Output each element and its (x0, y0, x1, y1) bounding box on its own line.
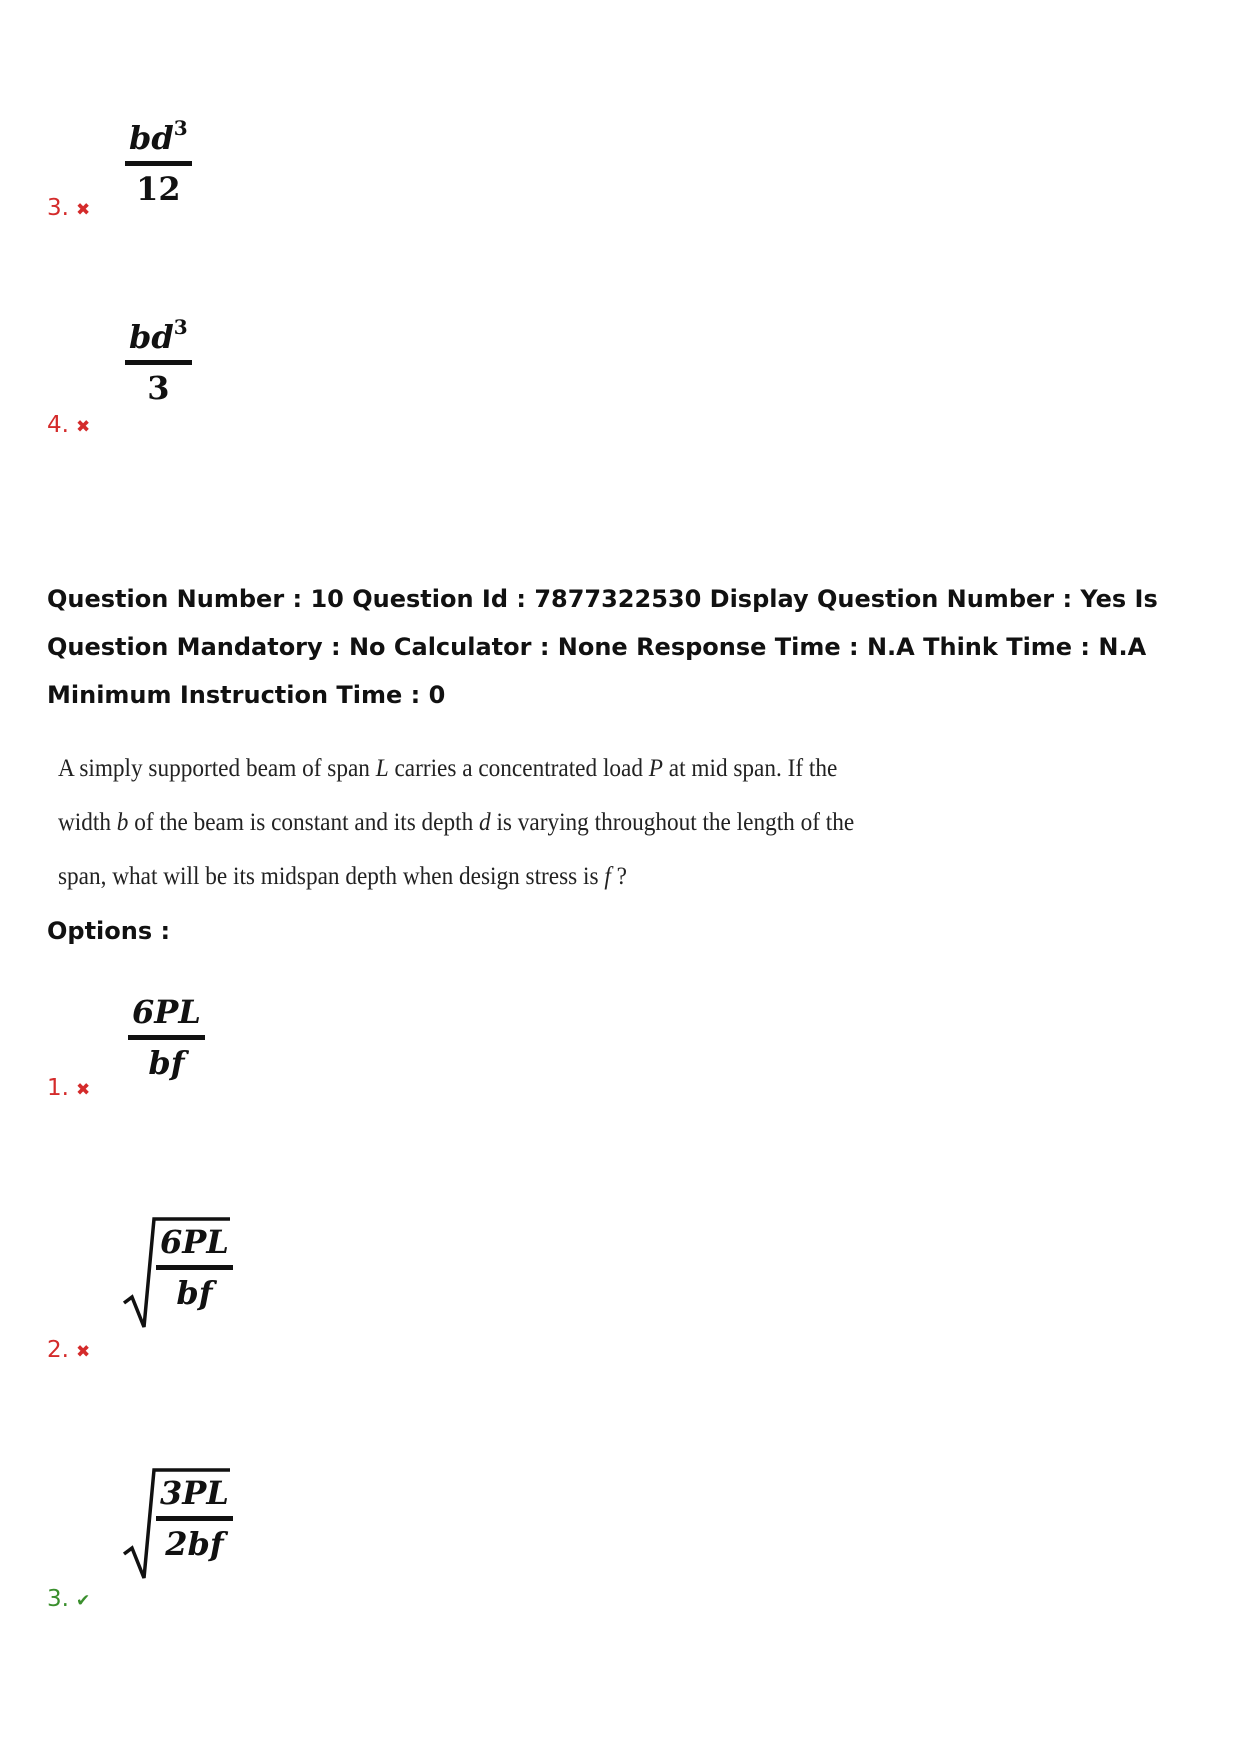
cross-icon: ✖ (75, 417, 91, 437)
prev-option-3-formula: $bd^3$ 12 (125, 116, 192, 208)
options-label: Options : (47, 917, 171, 945)
check-icon: ✔ (75, 1591, 91, 1611)
option-number: 1. (47, 1075, 69, 1101)
option-number: 3. (47, 1586, 69, 1612)
question-text: A simply supported beam of span L carries a concentrated load P at mid span. If the width b of the beam is constant and its depth d is varying throughout the length of the span, what will be its midspan depth when design stress is f ? (58, 755, 855, 890)
option-number: 2. (47, 1337, 69, 1363)
prev-option-4-formula: $bd^3$ 3 (125, 315, 192, 407)
option-number: 4. (47, 412, 69, 438)
option-3[interactable] (47, 1586, 90, 1612)
option-3-formula: 3PL 2bf (122, 1466, 232, 1586)
prev-option-3[interactable] (47, 195, 90, 221)
option-1-formula: 6PL bf (128, 993, 205, 1082)
question-meta: Question Number : 10 Question Id : 7877322530 Display Question Number : Yes Is Question Mandatory : No Calculator : None Response Time : N.A Think Time : N.A Minimum Instruction Time : 0 (47, 585, 1158, 709)
option-1[interactable] (47, 1075, 90, 1101)
option-2-formula: 6PL bf (122, 1215, 232, 1335)
cross-icon: ✖ (75, 200, 91, 220)
cross-icon: ✖ (75, 1080, 91, 1100)
cross-icon: ✖ (75, 1342, 91, 1362)
prev-option-4[interactable] (47, 412, 90, 438)
option-number: 3. (47, 195, 69, 221)
option-2[interactable] (47, 1337, 90, 1363)
